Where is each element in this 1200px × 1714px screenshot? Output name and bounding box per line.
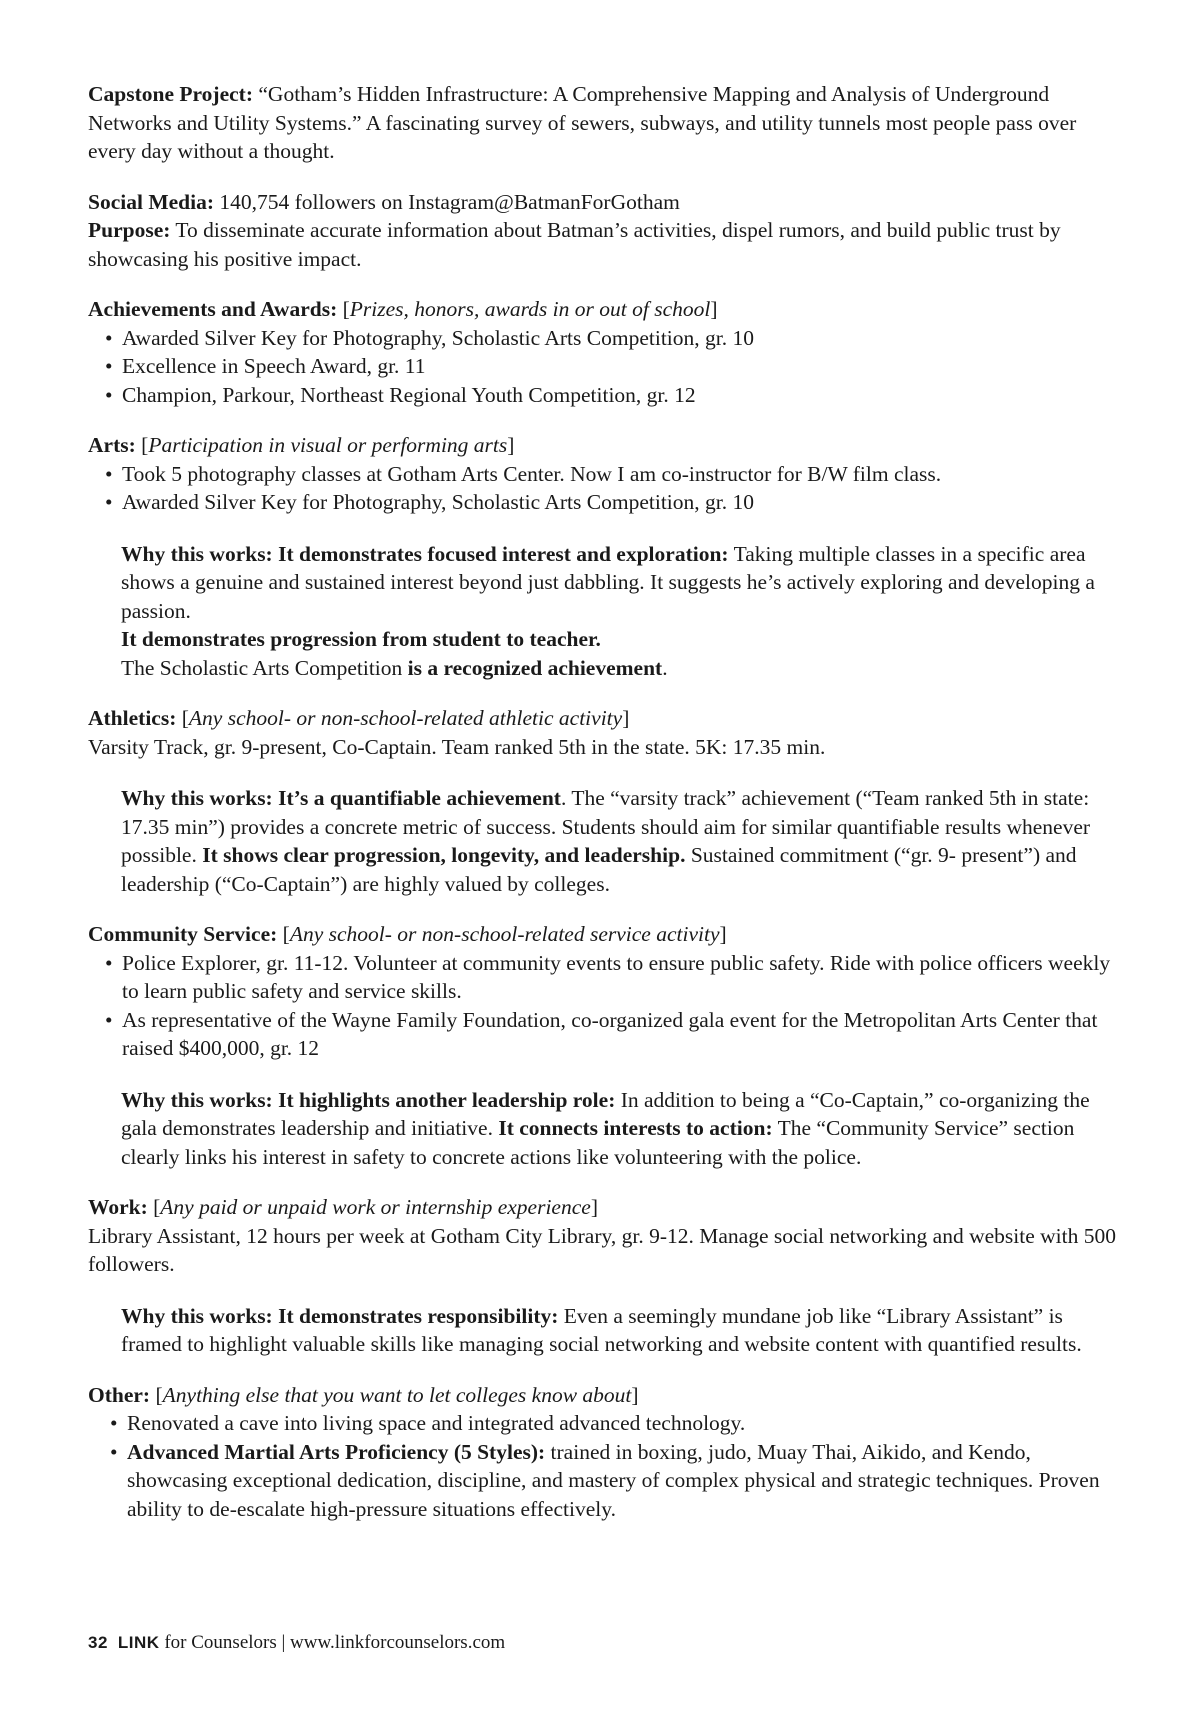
work-why-text-1: Even a seemingly mundane job like “Library Assistant” is framed to highlight valuable skills like managing social networking and website content with quantified results. <box>121 1303 1082 1356</box>
page-footer <box>88 1631 505 1655</box>
community-hint: Any school- or non-school-related service activity <box>289 922 720 946</box>
work-label: Work: <box>88 1195 148 1219</box>
arts-heading: Arts: [Participation in visual or performing arts] <box>88 433 515 457</box>
social-media-label: Social Media: <box>88 189 214 214</box>
community-label: Community Service: <box>88 922 278 946</box>
community-why-text-2: The “Community Service” section clearly links his interest in safety to concrete actions like volunteering with the police. <box>121 1116 1075 1169</box>
athletics-why-bold-1: Why this works: It’s a quantifiable achievement <box>121 786 561 810</box>
community-why-this-works <box>88 1086 1128 1172</box>
arts-why-bold-3: is a recognized achievement <box>407 655 663 680</box>
work-why-this-works <box>88 1302 1128 1359</box>
list-item <box>110 1438 1128 1524</box>
martial-arts-text: trained in boxing, judo, Muay Thai, Aikido, and Kendo, showcasing exceptional dedication, discipline, and mastery of complex physical and strategic techniques. Proven ability to de-escalate high-pressure situations effectively. <box>127 1439 1100 1521</box>
athletics-label: Athletics: <box>88 706 177 730</box>
achievements-list <box>88 324 1128 410</box>
work-text: Library Assistant, 12 hours per week at Gotham City Library, gr. 9-12. Manage social networking and website with 500 followers. <box>88 1223 1117 1276</box>
list-item: • Took 5 photography classes at Gotham Arts Center. Now I am co-instructor for B/W film class. <box>105 460 1128 489</box>
capstone-text: “Gotham’s Hidden Infrastructure: A Comprehensive Mapping and Analysis of Underground Networks and Utility Systems.” A fascinating survey of sewers, subways, and utility tunnels most people pass over every day without a thought. <box>88 82 1077 163</box>
arts-label: Arts: <box>88 433 136 457</box>
footer-brand: LINK <box>117 1633 160 1652</box>
achievements-heading: Achievements and Awards: [Prizes, honors, awards in or out of school] <box>88 297 718 321</box>
other-hint: Anything else that you want to let colleges know about <box>162 1382 632 1407</box>
community-heading: Community Service: [Any school- or non-school-related service activity] <box>88 922 727 946</box>
work-heading: Work: [Any paid or unpaid work or internship experience] <box>88 1195 598 1219</box>
arts-why-text-1: Taking multiple classes in a specific area shows a genuine and sustained interest beyond just dabbling. It suggests he’s actively exploring and developing a passion. <box>121 541 1095 623</box>
community-why-bold-1: Why this works: It highlights another leadership role: <box>121 1087 616 1112</box>
list-item: • As representative of the Wayne Family Foundation, co-organized gala event for the Metropolitan Arts Center that raised $400,000, gr. 12 <box>105 1006 1128 1063</box>
purpose-paragraph <box>88 216 1128 273</box>
list-item: • Police Explorer, gr. 11-12. Volunteer at community events to ensure public safety. Ride with police officers weekly to learn public safety and service skills. <box>105 949 1128 1006</box>
athletics-why-text-2: Sustained commitment (“gr. 9- present”) and leadership (“Co-Captain”) are highly valued by colleges. <box>121 843 1077 896</box>
list-item: • Awarded Silver Key for Photography, Scholastic Arts Competition, gr. 10 <box>105 324 1128 353</box>
athletics-text: Varsity Track, gr. 9-present, Co-Captain. Team ranked 5th in the state. 5K: 17.35 min. <box>88 734 826 759</box>
achievements-label: Achievements and Awards: <box>88 297 338 321</box>
list-item: • Renovated a cave into living space and integrated advanced technology. <box>110 1409 1128 1438</box>
athletics-why-bold-2: It shows clear progression, longevity, and leadership. <box>202 843 686 867</box>
purpose-text: To disseminate accurate information about Batman’s activities, dispel rumors, and build public trust by showcasing his positive impact. <box>88 218 1061 271</box>
social-media-line <box>88 188 1128 217</box>
arts-why-text-3: The Scholastic Arts Competition <box>121 655 408 680</box>
capstone-paragraph <box>88 80 1128 166</box>
purpose-label: Purpose: <box>88 218 171 242</box>
other-label: Other: <box>88 1382 151 1407</box>
footer-text: for Counselors | www.linkforcounselors.com <box>159 1632 506 1653</box>
athletics-hint: Any school- or non-school-related athletic activity <box>188 706 623 730</box>
document-page <box>88 80 1128 1523</box>
arts-why-bold-2: It demonstrates progression from student to teacher. <box>121 627 601 651</box>
list-item: • Champion, Parkour, Northeast Regional Youth Competition, gr. 12 <box>105 381 1128 410</box>
other-list <box>88 1409 1128 1523</box>
athletics-why-text-1: . The “varsity track” achievement (“Team ranked 5th in state: 17.35 min”) provides a concrete metric of success. Students should aim for similar quantifiable results whenever possible. <box>121 786 1091 867</box>
capstone-label: Capstone Project: <box>88 82 253 106</box>
community-why-bold-2: It connects interests to action: <box>498 1116 773 1140</box>
arts-why-this-works <box>88 540 1128 683</box>
arts-why-text-4: . <box>662 655 668 680</box>
athletics-heading: Athletics: [Any school- or non-school-related athletic activity] <box>88 706 630 730</box>
work-why-bold-1: Why this works: It demonstrates responsibility: <box>121 1303 559 1328</box>
achievements-hint: Prizes, honors, awards in or out of school <box>349 297 711 321</box>
arts-why-bold-1: Why this works: It demonstrates focused interest and exploration: <box>121 541 729 566</box>
other-heading: Other: [Anything else that you want to let colleges know about] <box>88 1382 639 1407</box>
community-list <box>88 949 1128 1063</box>
arts-hint: Participation in visual or performing arts <box>148 433 508 457</box>
work-hint: Any paid or unpaid work or internship experience <box>160 1195 591 1219</box>
arts-list <box>88 460 1128 517</box>
athletics-why-this-works <box>88 784 1128 898</box>
page-number: 32 <box>88 1633 108 1652</box>
list-item: • Excellence in Speech Award, gr. 11 <box>105 352 1128 381</box>
martial-arts-bold: Advanced Martial Arts Proficiency (5 Styles): <box>127 1439 546 1464</box>
list-item: • Awarded Silver Key for Photography, Scholastic Arts Competition, gr. 10 <box>105 488 1128 517</box>
community-why-text-1: In addition to being a “Co-Captain,” co-organizing the gala demonstrates leadership and initiative. <box>121 1087 1090 1140</box>
social-media-text: 140,754 followers on Instagram@BatmanForGotham <box>214 189 680 214</box>
